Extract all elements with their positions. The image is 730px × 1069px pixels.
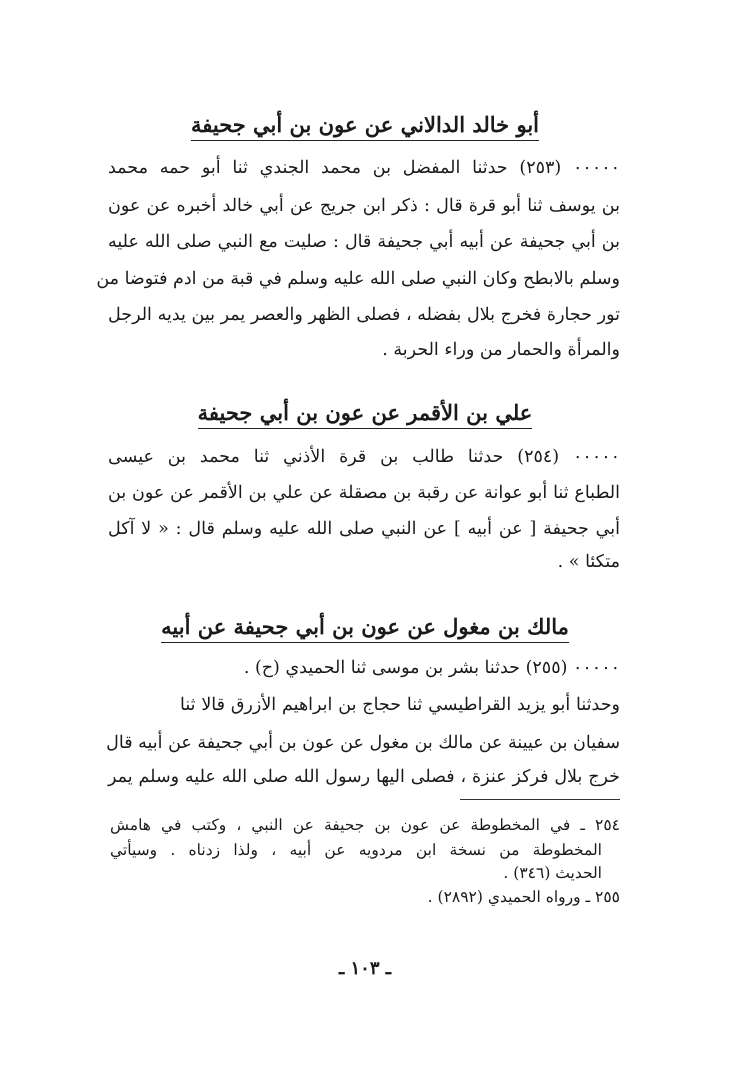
section-2-line-3: أبي جحيفة [ عن أبيه ] عن النبي صلى الله عليه وسلم قال : « لا آكل [108, 519, 620, 539]
section-2-line-1: ٠٠٠٠٠ (٢٥٤) حدثنا طالب بن قرة الأذني ثنا محمد بن عيسى [108, 447, 621, 467]
section-heading-3 [0, 614, 730, 643]
section-1-line-1: ٠٠٠٠٠ (٢٥٣) حدثنا المفضل بن محمد الجندي ثنا أبو حمه محمد [108, 158, 621, 178]
section-2-line-4: متكئا » . [557, 552, 620, 572]
footnote-255-line-1: ٢٥٥ ـ ورواه الحميدي (٢٨٩٢) . [427, 888, 620, 906]
footnote-254-line-1: ٢٥٤ ـ في المخطوطة عن عون بن جحيفة عن النبي ، وكتب في هامش [110, 816, 620, 834]
section-3-line-2: وحدثنا أبو يزيد القراطيسي ثنا حجاج بن ابراهيم الأزرق قالا ثنا [180, 695, 620, 715]
page-number: ـ ١٠٣ ـ [338, 958, 392, 979]
section-1-line-5: تور حجارة فخرج بلال بفضله ، فصلى الظهر والعصر يمر بين يديه الرجل [108, 305, 620, 325]
section-heading-2 [0, 400, 730, 429]
footnote-separator [460, 799, 620, 800]
section-heading-1-text: أبو خالد الدالاني عن عون بن أبي جحيفة [191, 112, 539, 141]
section-3-line-1: ٠٠٠٠٠ (٢٥٥) حدثنا بشر بن موسى ثنا الحميدي (ح) . [243, 658, 620, 678]
section-3-line-3: سفيان بن عيينة عن مالك بن مغول عن عون بن أبي جحيفة عن أبيه قال [106, 733, 620, 753]
footnote-254-line-2: المخطوطة من نسخة ابن مردويه عن أبيه ، ولذا زدناه . وسيأتي [110, 841, 602, 859]
section-1-line-4: وسلم بالابطح وكان النبي صلى الله عليه وسلم في قبة من ادم فتوضا من [96, 269, 620, 289]
section-1-line-3: بن أبي جحيفة عن أبيه أبي جحيفة قال : صليت مع النبي صلى الله عليه [108, 232, 620, 252]
section-heading-1 [0, 112, 730, 141]
section-heading-3-text: مالك بن مغول عن عون بن أبي جحيفة عن أبيه [161, 614, 569, 643]
section-heading-2-text: علي بن الأقمر عن عون بن أبي جحيفة [198, 400, 533, 429]
section-2-line-2: الطباع ثنا أبو عوانة عن رقبة بن مصقلة عن علي بن الأقمر عن عون بن [108, 483, 620, 503]
footnote-254-line-3: الحديث (٣٤٦) . [503, 864, 602, 882]
section-1-line-6: والمرأة والحمار من وراء الحربة . [382, 340, 620, 360]
section-3-line-4: خرج بلال فركز عنزة ، فصلى اليها رسول الله صلى الله عليه وسلم يمر [108, 767, 620, 787]
section-1-line-2: بن يوسف ثنا أبو قرة قال : ذكر ابن جريج عن أبي خالد أخبره عن عون [108, 196, 620, 216]
